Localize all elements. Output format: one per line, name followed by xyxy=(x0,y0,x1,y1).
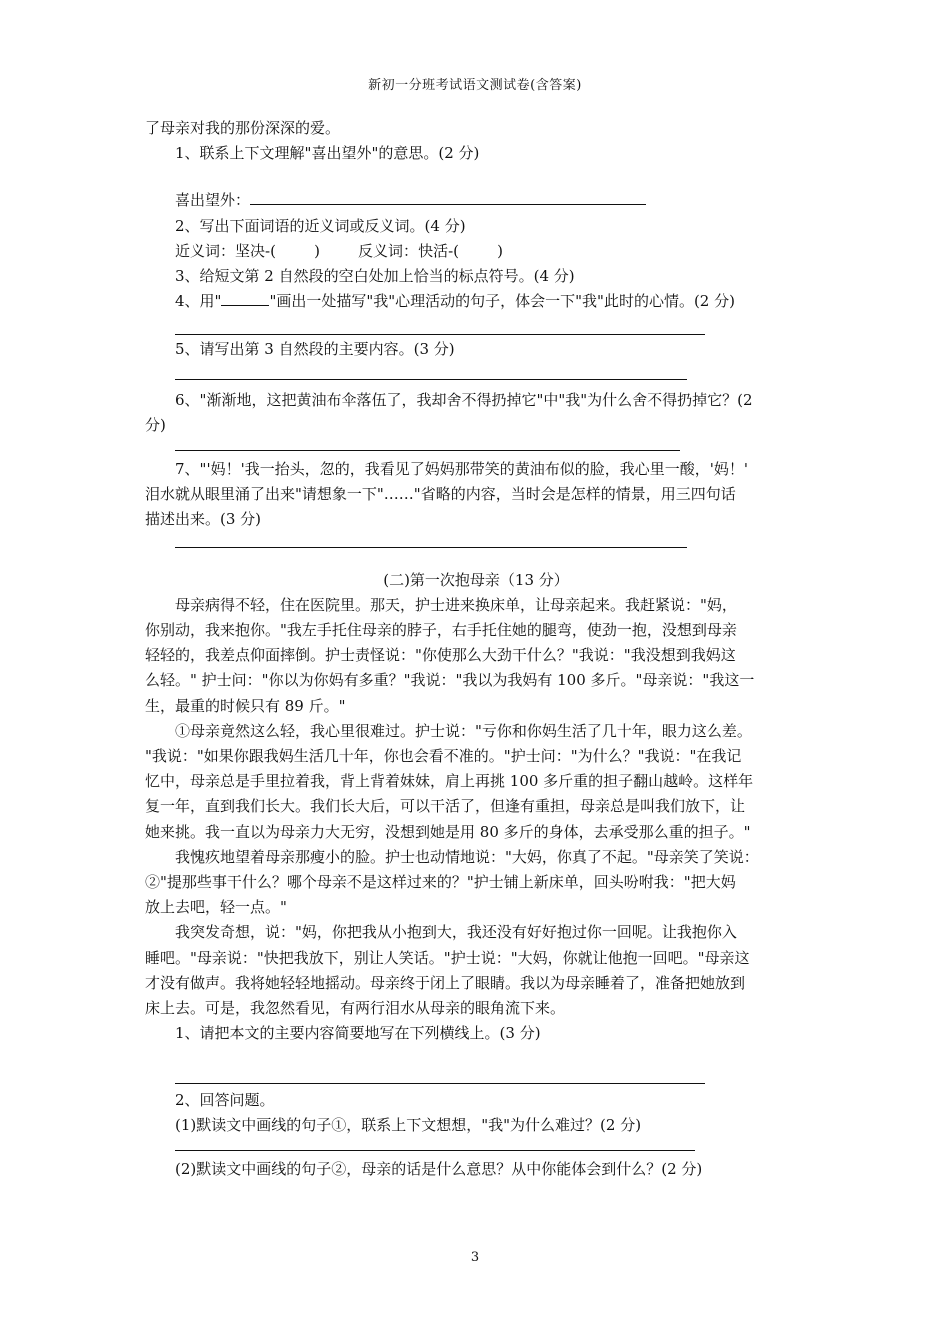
section-2-question-1: 1、请把本文的主要内容简要地写在下列横线上。(3 分) xyxy=(175,1024,541,1043)
carry-over-line: 了母亲对我的那份深深的爱。 xyxy=(145,119,341,137)
section-2-question-2: 2、回答问题。 xyxy=(175,1090,275,1109)
section-2-question-2-2: (2)默读文中画线的句子②，母亲的话是什么意思？从中你能体会到什么？(2 分) xyxy=(175,1159,703,1178)
question-7-line-1: 7、"'妈！'我一抬头，忽的，我看见了妈妈那带笑的黄油布似的脸，我心里一酸，'妈！' xyxy=(175,460,748,479)
underline-sample xyxy=(221,291,269,306)
answer-label: 喜出望外： xyxy=(175,191,251,210)
section-2-question-2-1: (1)默读文中画线的句子①，联系上下文想想，"我"为什么难过？(2 分) xyxy=(175,1115,642,1134)
question-1-answer xyxy=(145,188,807,213)
section-title: (二)第一次抱母亲（13 分） xyxy=(383,570,569,589)
answer-line-q7[interactable] xyxy=(175,533,687,548)
question-2-line: 近义词：坚决-( ) 反义词：快活-( ) xyxy=(175,241,503,260)
passage-line: ①母亲竟然这么轻，我心里很难过。护士说："亏你和你妈生活了几十年，眼力这么差。 xyxy=(175,721,752,740)
spacer xyxy=(145,166,807,188)
answer-line-q5[interactable] xyxy=(175,373,687,380)
page-number: 3 xyxy=(470,1250,480,1265)
passage-line: ②"提那些事干什么？哪个母亲不是这样过来的？"护士铺上新床单，回头吩咐我："把大妈 xyxy=(145,873,736,892)
question-4 xyxy=(145,289,807,314)
question-4-text-a: 4、用" xyxy=(175,292,222,311)
question-4-text-b: "画出一处描写"我"心理活动的句子，体会一下"我"此时的心情。(2 分) xyxy=(269,292,735,311)
passage-line: 我突发奇想，说："妈，你把我从小抱到大，我还没有好好抱过你一回呢。让我抱你入 xyxy=(175,923,737,942)
question-1: 1、联系上下文理解"喜出望外"的意思。(2 分) xyxy=(175,144,480,163)
spacer xyxy=(145,363,807,373)
answer-line-s2q1[interactable] xyxy=(175,1071,705,1084)
question-7-line-3: 描述出来。(3 分) xyxy=(145,510,262,529)
passage-line: 生，最重的时候只有 89 斤。" xyxy=(145,696,346,715)
question-6-line-2: 分) xyxy=(145,415,166,434)
question-7-line-2: 泪水就从眼里涌了出来"请想象一下"……"省略的内容，当时会是怎样的情景，用三四句话 xyxy=(145,485,736,504)
passage-line: 忆中，母亲总是手里拉着我，背上背着妹妹，肩上再挑 100 多斤重的担子翻山越岭。这样年 xyxy=(145,772,754,791)
passage-line: 轻轻的，我差点仰面摔倒。护士责怪说："你使那么大劲干什么？"我说："我没想到我妈这 xyxy=(145,646,736,665)
answer-line-s2q2-1[interactable] xyxy=(175,1138,695,1151)
question-6-line-1: 6、"渐渐地，这把黄油布伞落伍了，我却舍不得扔掉它"中"我"为什么舍不得扔掉它？(2 xyxy=(175,390,753,409)
passage-line: 我愧疚地望着母亲那瘦小的脸。护士也动情地说："大妈，你真了不起。"母亲笑了笑说： xyxy=(175,847,759,866)
answer-blank[interactable] xyxy=(250,190,646,205)
passage-line: 母亲病得不轻，住在医院里。那天，护士进来换床单，让母亲起来。我赶紧说："妈， xyxy=(175,595,737,614)
answer-line-q6[interactable] xyxy=(175,438,680,451)
passage-line: "我说："如果你跟我妈生活几十年，你也会看不准的。"护士问："为什么？"我说："在我记 xyxy=(145,747,742,766)
passage-line: 床上去。可是，我忽然看见，有两行泪水从母亲的眼角流下来。 xyxy=(145,999,566,1018)
passage-line: 你别动，我来抱你。"我左手托住母亲的脖子，右手托住她的腿弯，使劲一抱，没想到母亲 xyxy=(145,621,737,640)
question-3: 3、给短文第 2 自然段的空白处加上恰当的标点符号。(4 分) xyxy=(175,267,575,286)
passage-line: 才没有做声。我将她轻轻地摇动。母亲终于闭上了眼睛。我以为母亲睡着了，准备把她放到 xyxy=(145,973,746,992)
document-body xyxy=(145,116,807,1182)
passage-line: 她来挑。我一直以为母亲力大无穷，没想到她是用 80 多斤的身体，去承受那么重的担子。" xyxy=(145,822,751,841)
page-header: 新初一分班考试语文测试卷(含答案) xyxy=(368,78,582,93)
question-5: 5、请写出第 3 自然段的主要内容。(3 分) xyxy=(175,340,455,359)
passage-line: 放上去吧，轻一点。" xyxy=(145,898,287,917)
answer-line-q4[interactable] xyxy=(175,314,705,335)
passage-line: 复一年，直到我们长大。我们长大后，可以干活了，但逢有重担，母亲总是叫我们放下，让 xyxy=(145,797,746,816)
spacer xyxy=(145,1047,807,1071)
passage-line: 么轻。" 护士问："你以为你妈有多重？"我说："我以为我妈有 100 多斤。"母亲说："我这一 xyxy=(145,671,755,690)
passage-line: 睡吧。"母亲说："快把我放下，别让人笑话。"护士说："大妈，你就让他抱一回吧。"母亲这 xyxy=(145,948,750,967)
question-2: 2、写出下面词语的近义词或反义词。(4 分) xyxy=(175,216,466,235)
